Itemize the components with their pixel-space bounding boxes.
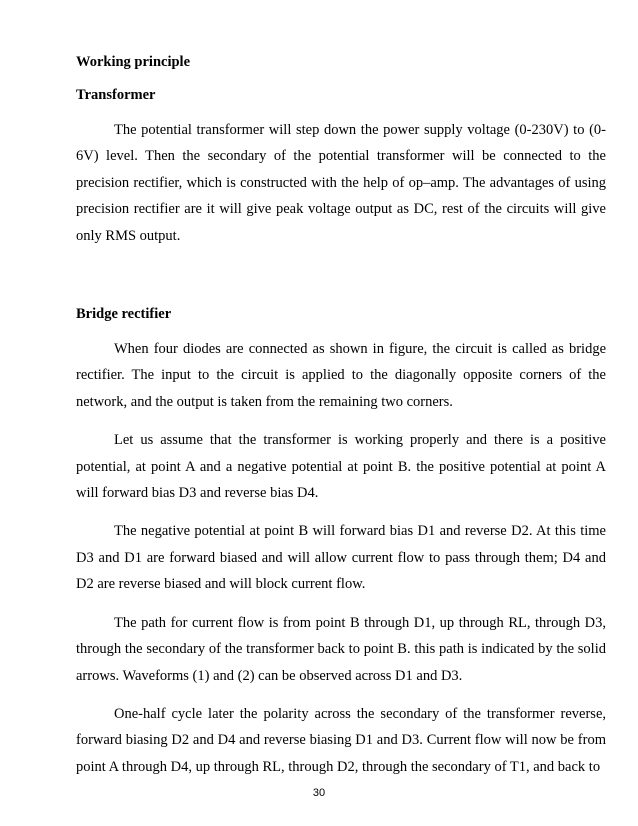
heading-transformer: Transformer: [76, 87, 156, 103]
paragraph-bridge-2: Let us assume that the transformer is working properly and there is a positive potential, at point A and a negative potential at point B. the positive potential at point A will forward bias D3 and reverse bias D4.: [76, 432, 606, 502]
paragraph-bridge-4: The path for current flow is from point B through D1, up through RL, through D3, through the secondary of the transformer back to point B. this path is indicated by the solid arrows. Waveforms (1) and (2) can be observed across D1 and D3.: [76, 614, 606, 684]
paragraph-bridge-5: One-half cycle later the polarity across the secondary of the transformer reverse, forward biasing D2 and D4 and reverse biasing D1 and D3. Current flow will now be from point A through D4, up through RL, through D2, through the secondary of T1, and back to: [76, 705, 606, 775]
paragraph-bridge-1: When four diodes are connected as shown in figure, the circuit is called as bridge rectifier. The input to the circuit is applied to the diagonally opposite corners of the network, and the output is taken from the remaining two corners.: [76, 341, 606, 410]
paragraph-bridge-3: The negative potential at point B will forward bias D1 and reverse D2. At this time D3 and D1 are forward biased and will allow current flow to pass through them; D4 and D2 are reverse biased and will block current flow.: [76, 523, 606, 593]
heading-working-principle: Working principle: [76, 54, 191, 70]
page-content: [76, 52, 606, 780]
paragraph-transformer: The potential transformer will step down the power supply voltage (0-230V) to (0-6V) level. Then the secondary of the potential transformer will be connected to the precision rectifier, which is constructed with the help of op–amp. The advantages of using precision rectifier are it will give peak voltage output as DC, rest of the circuits will give only RMS output.: [76, 122, 606, 244]
page-number: 30: [312, 787, 326, 799]
heading-bridge-rectifier: Bridge rectifier: [76, 306, 172, 323]
